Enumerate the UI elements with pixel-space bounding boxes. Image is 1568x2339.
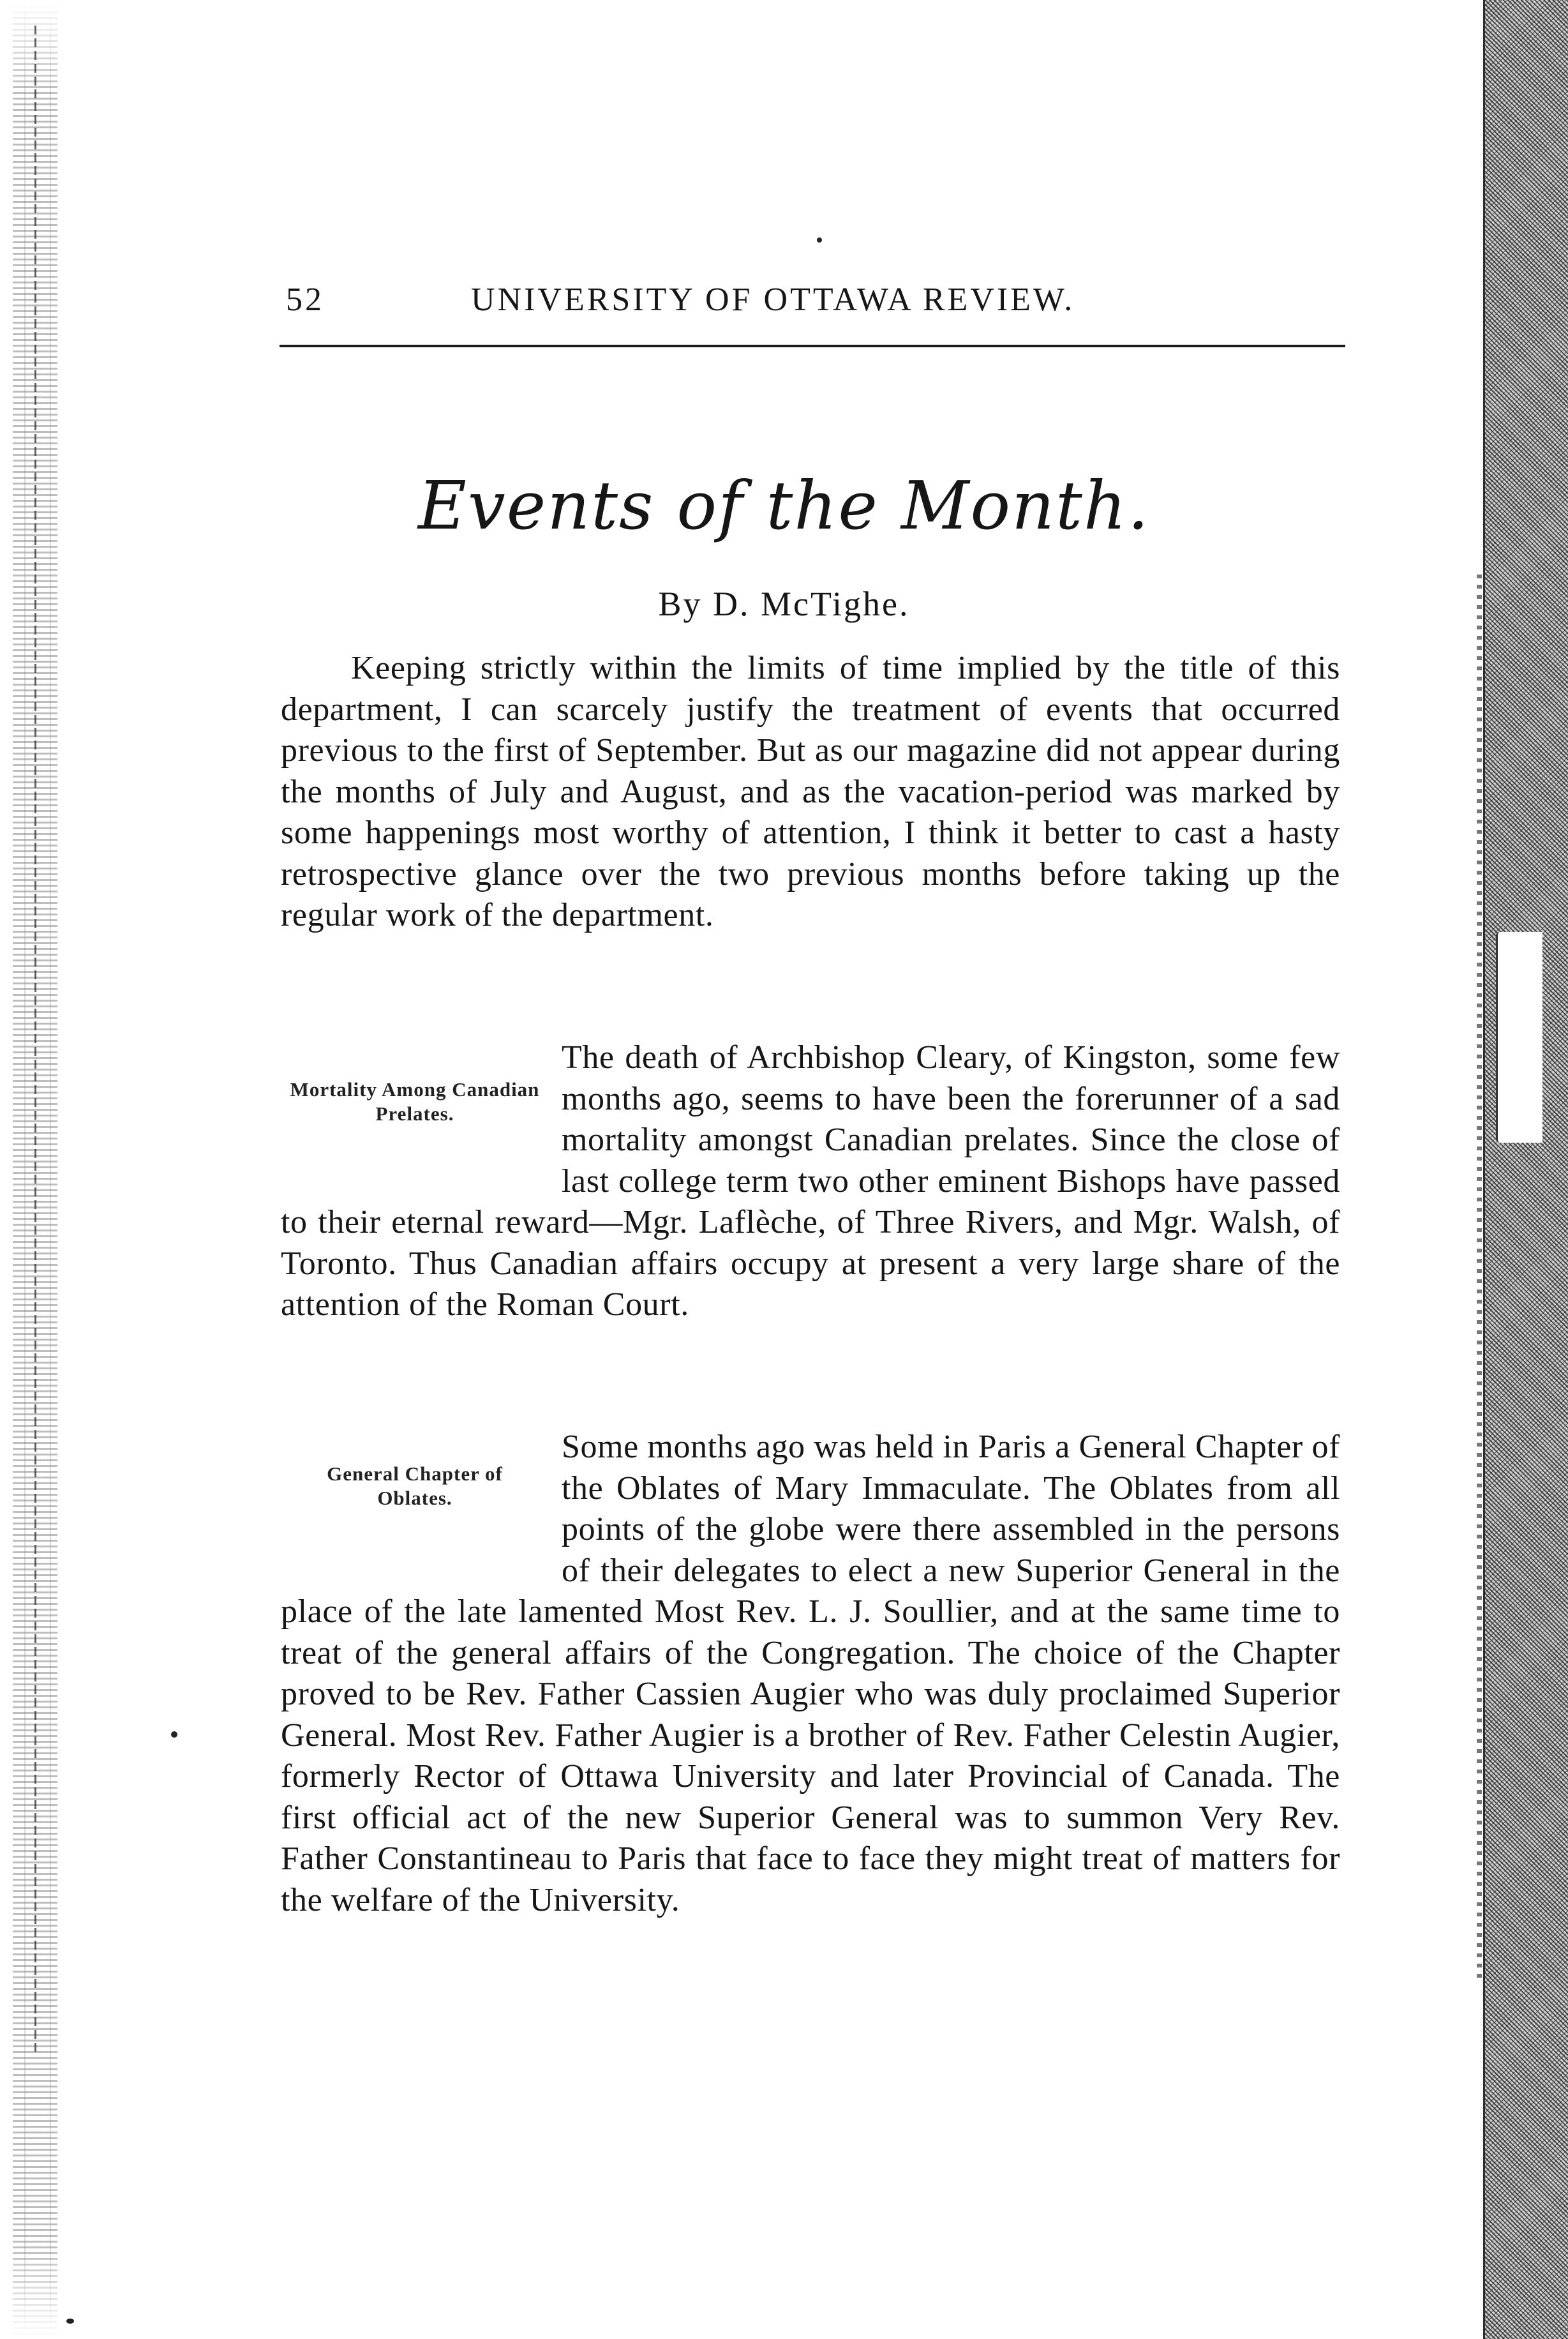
- binding-edge-line: [34, 26, 36, 2056]
- paragraph-general-chapter: [281, 1427, 1340, 1921]
- ink-speck: [66, 2319, 74, 2324]
- paragraph-general-chapter-text: Some months ago was held in Paris a General Chapter of the Oblates of Mary Immaculate. The Oblates from all points of the globe were there assembled in the persons of their delegates to elect a new Superior General in the place of the late lamented Most Rev. L. J. Soullier, and at the same time to treat of the general affairs of the Congregation. The choice of the Chapter proved to be Rev. Father Cassien Augier who was duly proclaimed Superior General. Most Rev. Father Augier is a brother of Rev. Father Celestin Augier, formerly Rector of Ottawa University and later Provincial of Canada. The first official act of the new Superior General was to summon Very Rev. Father Constantineau to Paris that face to face they might treat of matters for the welfare of the University.: [281, 1429, 1340, 1918]
- sidenote-general-chapter: General Chapter of Oblates.: [327, 1463, 503, 1509]
- journal-title: UNIVERSITY OF OTTAWA REVIEW.: [471, 282, 1075, 318]
- page-number: 52: [286, 282, 324, 318]
- paragraph-mortality-text: The death of Archbishop Cleary, of Kingston, some few months ago, seems to have been the forerunner of a sad mortality amongst Canadian prelates. Since the close of last college term two other eminent Bishops have passed to their eternal reward—Mgr. Laflèche, of Three Rivers, and Mgr. Walsh, of Toronto. Thus Canadian affairs occupy at present a very large share of the attention of the Roman Court.: [281, 1039, 1340, 1323]
- header-rule: [280, 345, 1345, 347]
- sidenote-space: [281, 1427, 562, 1551]
- page-edge-texture: [1485, 0, 1568, 2339]
- paragraph-mortality: [281, 1037, 1340, 1326]
- page-edge-border: [1483, 0, 1485, 2339]
- sidenote-mortality: Mortality Among Canadian Prelates.: [290, 1078, 540, 1125]
- running-header: [286, 281, 1345, 326]
- paragraph-introduction: Keeping strictly within the limits of time implied by the title of this department, I can scarcely justify the treatment of events that occurred previous to the first of September. But as our magazine did not appear during the months of July and August, and as the vacation-period was marked by some happenings most worthy of attention, I think it better to cast a hasty retrospective glance over the two previous months before taking up the regular work of the department.: [281, 650, 1340, 933]
- page-edge-shadow: [1477, 575, 1482, 1979]
- article-title: Events of the Month.: [418, 467, 1150, 545]
- sidenote-space: [281, 1037, 562, 1161]
- article-byline: By D. McTighe.: [658, 585, 910, 623]
- ink-speck: [171, 1731, 177, 1738]
- ink-speck: [817, 237, 822, 243]
- page-edge-notch: [1496, 932, 1542, 1143]
